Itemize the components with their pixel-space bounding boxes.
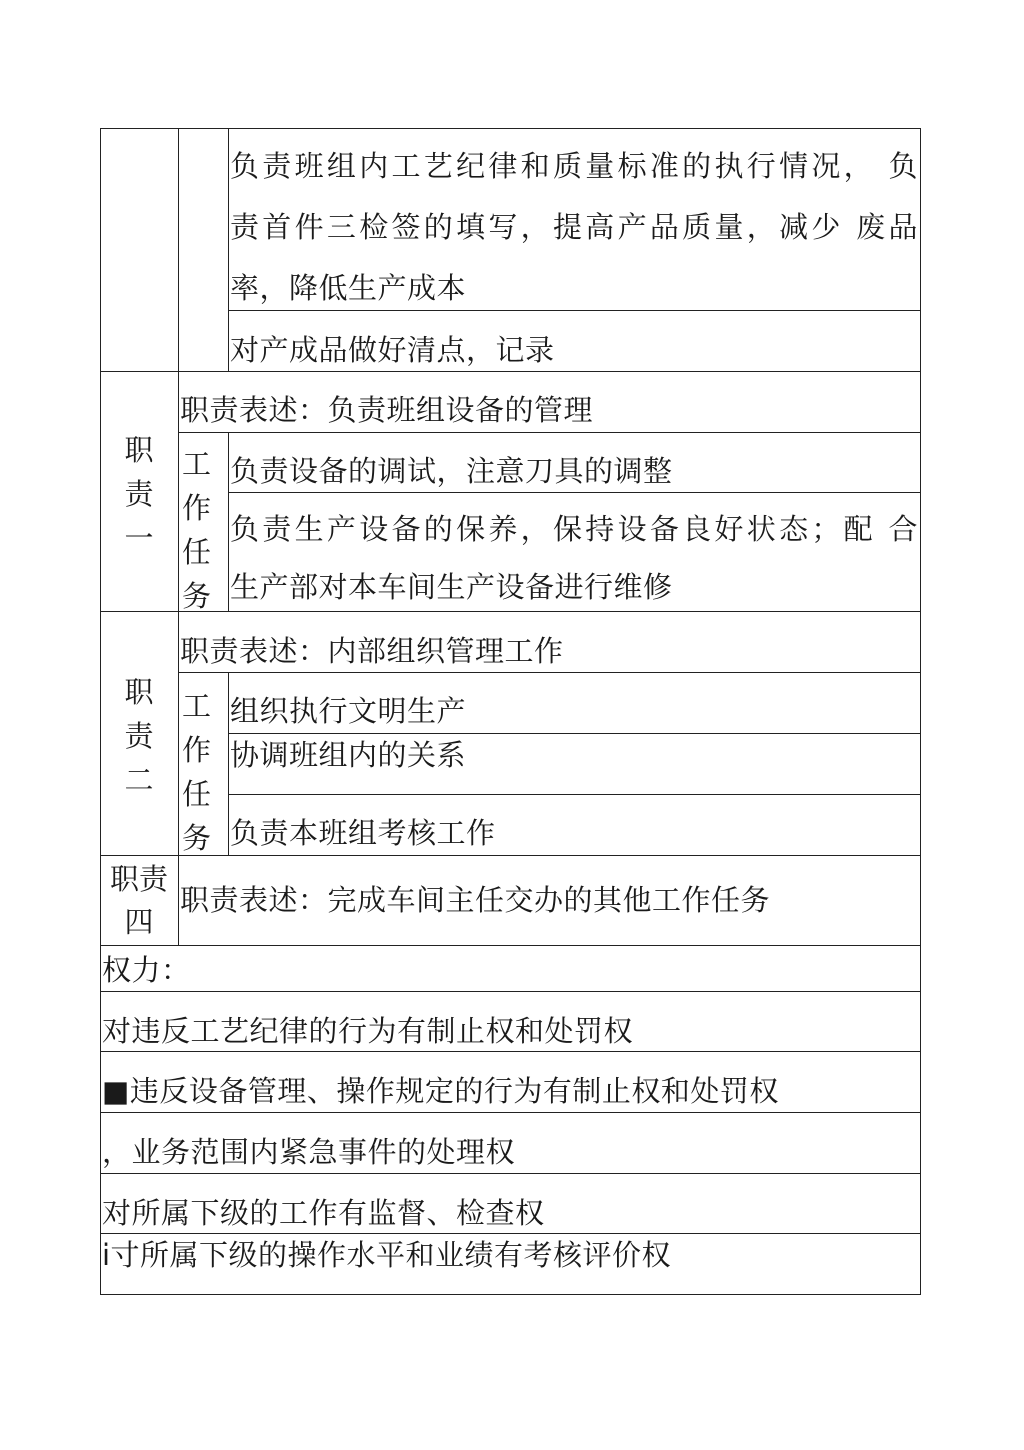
- powers-title: 权力：: [102, 953, 191, 987]
- row-divider: [100, 855, 921, 856]
- row-divider: [228, 794, 921, 795]
- duty1-task-item: 生产部对本车间生产设备进行维修: [230, 570, 673, 604]
- duty2-label: 职 责 二: [124, 675, 154, 797]
- power-item: 对所属下级的工作有监督、检查权: [102, 1196, 545, 1230]
- task-column-divider-duty2: [228, 672, 229, 855]
- row-divider: [100, 1051, 921, 1052]
- row-divider: [100, 371, 921, 372]
- duty2-description: 职责表述：内部组织管理工作: [180, 634, 564, 668]
- power-item: ，业务范围内紧急事件的处理权: [102, 1135, 516, 1169]
- duty2-task-item: 协调班组内的关系: [230, 738, 467, 772]
- duty1-task-item: 负责设备的调试，注意刀具的调整: [230, 454, 673, 488]
- task-quality-line3: 率，降低生产成本: [230, 271, 467, 305]
- table-border-right: [920, 128, 921, 1295]
- task-quality-line1: 负责班组内工艺纪律和质量标准的执行情况， 负: [230, 149, 918, 183]
- power-item: ■违反设备管理、操作规定的行为有制止权和处罚权: [102, 1074, 779, 1108]
- row-divider: [228, 310, 921, 311]
- duty1-label: 职 责 一: [124, 433, 154, 555]
- duty1-task-item: 负责生产设备的保养，保持设备良好状态；配 合: [230, 512, 918, 546]
- row-divider: [100, 1233, 921, 1234]
- row-divider: [100, 1173, 921, 1174]
- row-divider: [100, 611, 921, 612]
- task-column-divider-top: [228, 128, 229, 371]
- table-border-bottom: [100, 1294, 921, 1295]
- duty2-task-item: 负责本班组考核工作: [230, 816, 496, 850]
- row-divider: [228, 733, 921, 734]
- duty1-description: 职责表述：负责班组设备的管理: [180, 393, 594, 427]
- table-border-left: [100, 128, 101, 1295]
- row-divider: [100, 991, 921, 992]
- duty4-description: 职责表述：完成车间主任交办的其他工作任务: [180, 883, 771, 917]
- duty2-task-item: 组织执行文明生产: [230, 694, 467, 728]
- label-column-divider: [178, 128, 179, 945]
- duty2-task-label: 工 作 任 务: [182, 689, 212, 855]
- task-quality-line2: 责首件三检签的填写，提高产品质量，减少 废品: [230, 210, 918, 244]
- row-divider: [100, 1112, 921, 1113]
- power-item: i寸所属下级的操作水平和业绩有考核评价权: [102, 1238, 672, 1272]
- row-divider: [100, 945, 921, 946]
- row-divider: [178, 432, 921, 433]
- row-divider: [228, 492, 921, 493]
- duty1-task-label: 工 作 任 务: [182, 447, 212, 613]
- task-column-divider-duty1: [228, 432, 229, 611]
- row-divider: [178, 672, 921, 673]
- duty4-label: 职责 四: [109, 862, 168, 939]
- task-inventory: 对产成品做好清点，记录: [230, 333, 555, 367]
- table-border-top: [100, 128, 921, 129]
- power-item: 对违反工艺纪律的行为有制止权和处罚权: [102, 1014, 634, 1048]
